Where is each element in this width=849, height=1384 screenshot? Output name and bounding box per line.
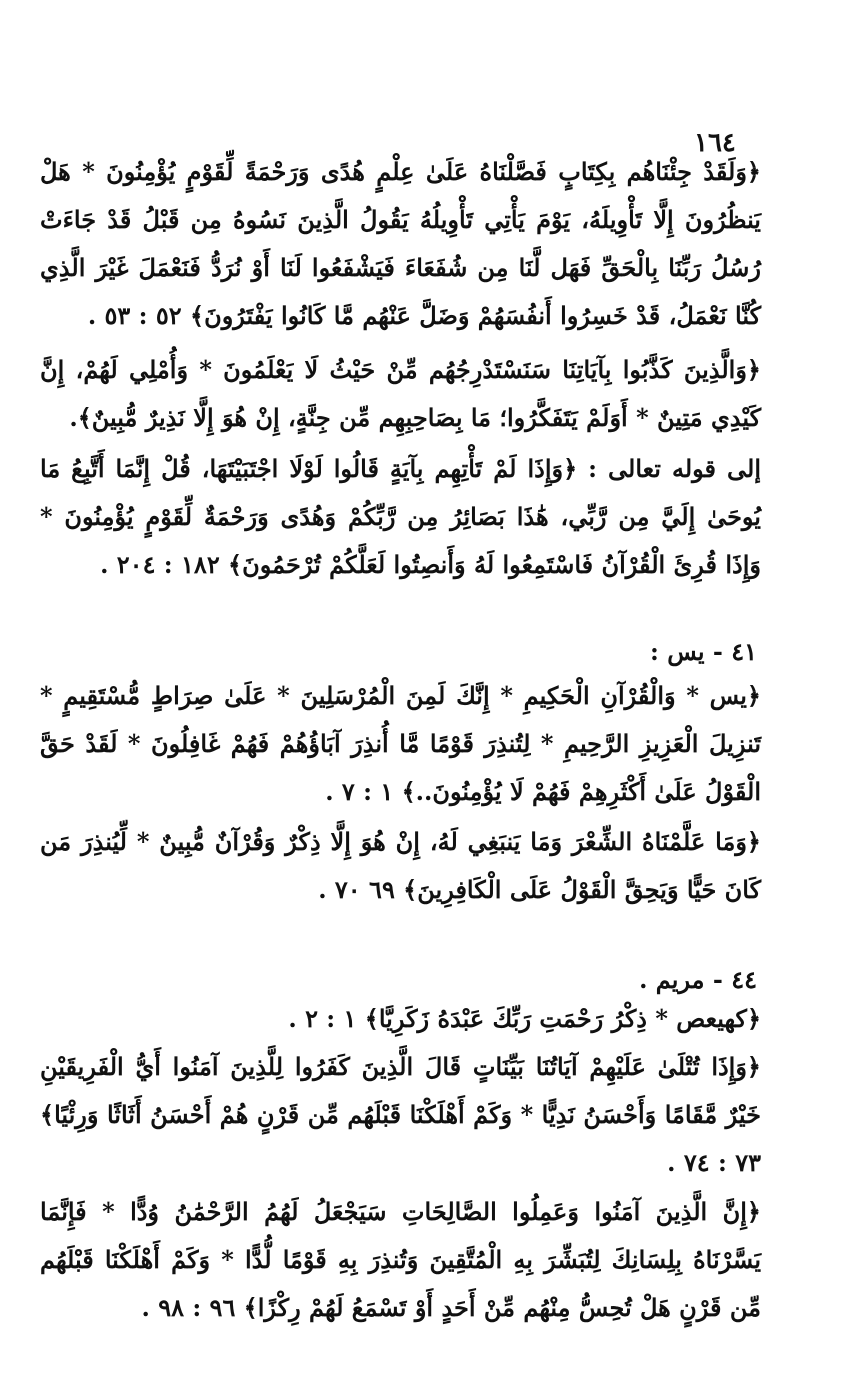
verse-text: ﴿وَالَّذِينَ كَذَّبُوا بِآيَاتِنَا سَنَسْتَدْرِجُهُم مِّنْ حَيْثُ لَا يَعْلَمُونَ * وَأُمْلِي لَهُمْ، إِنَّ كَيْدِي مَتِينٌ * أَوَلَمْ يَتَفَكَّرُوا؛ مَا بِصَاحِبِهِم مِّن جِنَّةٍ، إِنْ هُوَ إِلَّا نَذِيرٌ مُّبِينٌ﴾.: [40, 355, 761, 432]
paragraph-maryam-1-2: [40, 995, 761, 1043]
paragraph-araf-182-186: [40, 346, 761, 442]
verse-text: ﴿إِنَّ الَّذِينَ آمَنُوا وَعَمِلُوا الصَّالِحَاتِ سَيَجْعَلُ لَهُمُ الرَّحْمَٰنُ وُدًّا * فَإِنَّمَا يَسَّرْنَاهُ بِلِسَانِكَ لِتُبَشِّرَ بِهِ الْمُتَّقِينَ وَتُنذِرَ بِهِ قَوْمًا لُّدًّا * وَكَمْ أَهْلَكْنَا قَبْلَهُم مِّن قَرْنٍ هَلْ تُحِسُّ مِنْهُم مِّنْ أَحَدٍ أَوْ تَسْمَعُ لَهُمْ رِكْزًا﴾ ٩٦ : ٩٨ .: [40, 1197, 761, 1322]
paragraph-yasin-1-7: [40, 672, 761, 816]
verse-text: ﴿وَمَا عَلَّمْنَاهُ الشِّعْرَ وَمَا يَنبَغِي لَهُ، إِنْ هُوَ إِلَّا ذِكْرٌ وَقُرْآنٌ مُّبِينٌ * لِّيُنذِرَ مَن كَانَ حَيًّا وَيَحِقَّ الْقَوْلُ عَلَى الْكَافِرِينَ﴾ ٦٩ ٧٠ .: [40, 827, 761, 904]
paragraph-maryam-73-74: [40, 1043, 761, 1187]
page-number: ١٦٤: [694, 128, 736, 158]
paragraph-yasin-69-70: [40, 818, 761, 914]
paragraph-araf-203-204: [40, 445, 761, 589]
verse-text: ﴿كهيعص * ذِكْرُ رَحْمَتِ رَبِّكَ عَبْدَهُ زَكَرِيَّا﴾ ١ : ٢ .: [288, 1004, 761, 1033]
paragraph-maryam-96-98: [40, 1188, 761, 1332]
surah-heading-maryam: ٤٤ - مريم .: [639, 965, 757, 994]
paragraph-araf-52-53: [40, 148, 761, 340]
verse-text: ﴿وَإِذَا تُتْلَىٰ عَلَيْهِمْ آيَاتُنَا بَيِّنَاتٍ قَالَ الَّذِينَ كَفَرُوا لِلَّذِينَ آمَنُوا أَيُّ الْفَرِيقَيْنِ خَيْرٌ مَّقَامًا وَأَحْسَنُ نَدِيًّا * وَكَمْ أَهْلَكْنَا قَبْلَهُم مِّن قَرْنٍ هُمْ أَحْسَنُ أَثَاثًا وَرِئْيًا﴾ ٧٣ : ٧٤ .: [40, 1052, 761, 1177]
surah-heading-yasin: ٤١ - يس :: [650, 637, 757, 666]
verse-text: ﴿وَلَقَدْ جِئْنَاهُم بِكِتَابٍ فَصَّلْنَاهُ عَلَىٰ عِلْمٍ هُدًى وَرَحْمَةً لِّقَوْمٍ يُؤْمِنُونَ * هَلْ يَنظُرُونَ إِلَّا تَأْوِيلَهُ، يَوْمَ يَأْتِي تَأْوِيلُهُ يَقُولُ الَّذِينَ نَسُوهُ مِن قَبْلُ قَدْ جَاءَتْ رُسُلُ رَبِّنَا بِالْحَقِّ فَهَل لَّنَا مِن شُفَعَاءَ فَيَشْفَعُوا لَنَا أَوْ نُرَدُّ فَنَعْمَلَ غَيْرَ الَّذِي كُنَّا نَعْمَلُ، قَدْ خَسِرُوا أَنفُسَهُمْ وَضَلَّ عَنْهُم مَّا كَانُوا يَفْتَرُونَ﴾ ٥٢ : ٥٣ .: [40, 157, 761, 330]
verse-text: إلى قوله تعالى : ﴿وَإِذَا لَمْ تَأْتِهِم بِآيَةٍ قَالُوا لَوْلَا اجْتَبَيْتَهَا، قُلْ إِنَّمَا أَتَّبِعُ مَا يُوحَىٰ إِلَيَّ مِن رَّبِّي، هَٰذَا بَصَائِرُ مِن رَّبِّكُمْ وَهُدًى وَرَحْمَةٌ لِّقَوْمٍ يُؤْمِنُونَ * وَإِذَا قُرِئَ الْقُرْآنُ فَاسْتَمِعُوا لَهُ وَأَنصِتُوا لَعَلَّكُمْ تُرْحَمُونَ﴾ ١٨٢ : ٢٠٤ .: [40, 454, 761, 579]
verse-text: ﴿يس * وَالْقُرْآنِ الْحَكِيمِ * إِنَّكَ لَمِنَ الْمُرْسَلِينَ * عَلَىٰ صِرَاطٍ مُّسْتَقِيمٍ * تَنزِيلَ الْعَزِيزِ الرَّحِيمِ * لِتُنذِرَ قَوْمًا مَّا أُنذِرَ آبَاؤُهُمْ فَهُمْ غَافِلُونَ * لَقَدْ حَقَّ الْقَوْلُ عَلَىٰ أَكْثَرِهِمْ فَهُمْ لَا يُؤْمِنُونَ..﴾ ١ : ٧ .: [40, 681, 761, 806]
